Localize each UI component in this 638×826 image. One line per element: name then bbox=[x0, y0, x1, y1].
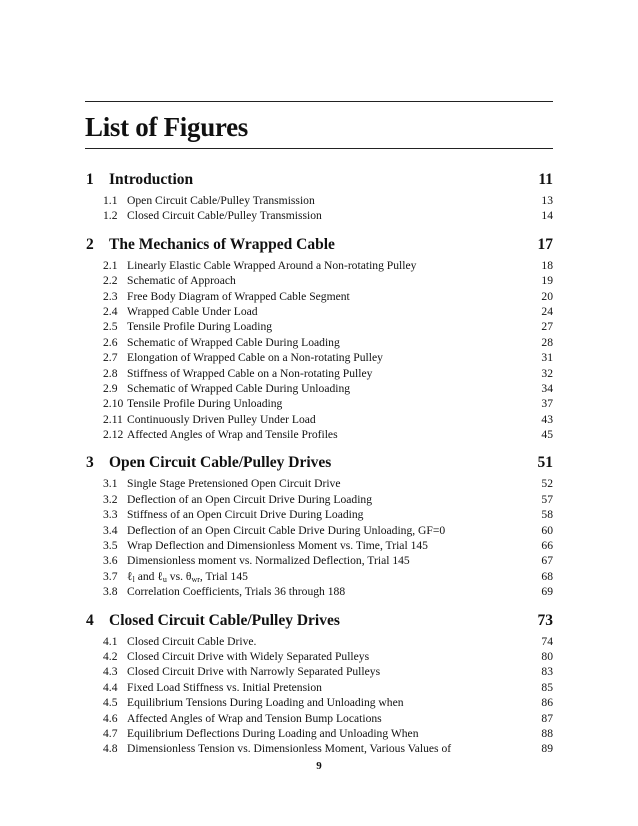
figure-entry[interactable] bbox=[85, 476, 553, 491]
figure-page: 86 bbox=[541, 696, 553, 710]
figure-title: Schematic of Approach bbox=[127, 274, 236, 288]
figure-entry[interactable] bbox=[85, 726, 553, 741]
figure-number: 2.6 bbox=[103, 335, 118, 349]
figure-number: 3.5 bbox=[103, 539, 118, 553]
figure-title: Affected Angles of Wrap and Tension Bump Locations bbox=[127, 711, 382, 725]
figure-entry[interactable] bbox=[85, 427, 553, 442]
figure-page: 14 bbox=[541, 209, 553, 223]
figure-number: 2.8 bbox=[103, 366, 118, 380]
figure-number: 2.2 bbox=[103, 274, 118, 288]
figure-entry[interactable] bbox=[85, 335, 553, 350]
figure-title: Tensile Profile During Unloading bbox=[127, 397, 283, 411]
chapter-page: 51 bbox=[537, 454, 553, 472]
figure-title: Linearly Elastic Cable Wrapped Around a Non-rotating Pulley bbox=[127, 258, 417, 272]
figure-title: Elongation of Wrapped Cable on a Non-rotating Pulley bbox=[127, 351, 383, 365]
figure-page: 43 bbox=[541, 412, 553, 426]
figure-page: 37 bbox=[541, 397, 553, 411]
figure-page: 24 bbox=[541, 304, 553, 318]
figure-title: Closed Circuit Drive with Widely Separated Pulleys bbox=[127, 649, 370, 663]
figure-page: 80 bbox=[541, 649, 553, 663]
chapter-gap bbox=[85, 600, 553, 612]
figure-number: 3.7 bbox=[103, 569, 118, 583]
chapter-section bbox=[85, 236, 553, 455]
chapter-title: Open Circuit Cable/Pulley Drives bbox=[109, 454, 332, 472]
figure-entry[interactable] bbox=[85, 350, 553, 365]
figure-title: Equilibrium Tensions During Loading and Unloading when bbox=[127, 696, 404, 710]
figure-number: 4.2 bbox=[103, 649, 118, 663]
figure-entry[interactable] bbox=[85, 381, 553, 396]
figure-number: 1.2 bbox=[103, 209, 118, 223]
figure-title: Closed Circuit Cable/Pulley Transmission bbox=[127, 209, 322, 223]
figure-number: 4.4 bbox=[103, 680, 118, 694]
figure-entry[interactable] bbox=[85, 711, 553, 726]
figure-page: 31 bbox=[541, 351, 553, 365]
figure-page: 66 bbox=[541, 539, 553, 553]
figure-entry[interactable] bbox=[85, 664, 553, 679]
figure-entry[interactable] bbox=[85, 304, 553, 319]
figure-title: Schematic of Wrapped Cable During Unloading bbox=[127, 381, 351, 395]
figure-page: 89 bbox=[541, 742, 553, 756]
figure-page: 58 bbox=[541, 508, 553, 522]
figure-entry[interactable] bbox=[85, 523, 553, 538]
figure-number: 3.8 bbox=[103, 585, 118, 599]
figure-number: 2.3 bbox=[103, 289, 118, 303]
figure-number: 3.6 bbox=[103, 554, 118, 568]
figure-title: Deflection of an Open Circuit Cable Drive During Unloading, GF=0 bbox=[127, 523, 446, 537]
title-fragment: vs. θ bbox=[166, 569, 192, 583]
chapter-page: 17 bbox=[537, 235, 553, 253]
chapter-title: Introduction bbox=[109, 171, 194, 188]
top-rule bbox=[85, 101, 553, 102]
figure-title: Continuously Driven Pulley Under Load bbox=[127, 412, 316, 426]
figure-page: 13 bbox=[541, 194, 553, 207]
figure-title: Schematic of Wrapped Cable During Loading bbox=[127, 335, 340, 349]
figure-page: 19 bbox=[541, 274, 553, 288]
figure-list bbox=[85, 171, 553, 757]
chapter-section bbox=[85, 171, 553, 236]
chapter-title: The Mechanics of Wrapped Cable bbox=[109, 235, 335, 253]
figure-entry[interactable] bbox=[85, 396, 553, 411]
figure-number: 3.3 bbox=[103, 508, 118, 522]
chapter-gap bbox=[85, 442, 553, 454]
figure-entry[interactable] bbox=[85, 366, 553, 381]
figure-entry[interactable] bbox=[85, 695, 553, 710]
figure-title: Dimensionless moment vs. Normalized Deflection, Trial 145 bbox=[127, 554, 410, 568]
figure-page: 74 bbox=[541, 634, 553, 648]
figure-entry[interactable] bbox=[85, 208, 553, 223]
figure-number: 2.10 bbox=[103, 397, 124, 411]
figure-title: Fixed Load Stiffness vs. Initial Pretension bbox=[127, 680, 322, 694]
title-fragment: and bbox=[134, 569, 158, 583]
figure-entry[interactable] bbox=[85, 634, 553, 649]
title-fragment: ℓ bbox=[127, 569, 133, 583]
figure-entry[interactable] bbox=[85, 412, 553, 427]
figure-page: 27 bbox=[541, 320, 553, 334]
figure-title: Dimensionless Tension vs. Dimensionless Moment, Various Values of bbox=[127, 742, 452, 756]
figure-entry[interactable] bbox=[85, 273, 553, 288]
title-fragment: , Trial 145 bbox=[199, 569, 248, 583]
figure-entry[interactable] bbox=[85, 680, 553, 695]
figure-entry[interactable] bbox=[85, 538, 553, 553]
figure-entry[interactable] bbox=[85, 319, 553, 334]
figure-title: Wrapped Cable Under Load bbox=[127, 304, 258, 318]
figure-title: Tensile Profile During Loading bbox=[127, 320, 273, 334]
figure-entry[interactable] bbox=[85, 289, 553, 304]
chapter-number: 2 bbox=[86, 235, 94, 253]
figure-number: 2.12 bbox=[103, 428, 124, 442]
figure-title: Open Circuit Cable/Pulley Transmission bbox=[127, 194, 315, 207]
chapter-heading[interactable] bbox=[85, 236, 553, 258]
chapter-page: 73 bbox=[537, 611, 553, 629]
chapter-title: Closed Circuit Cable/Pulley Drives bbox=[109, 611, 340, 629]
figure-page: 88 bbox=[541, 726, 553, 740]
subscript-text: l bbox=[132, 574, 135, 584]
figure-number: 2.9 bbox=[103, 381, 118, 395]
figure-number: 4.8 bbox=[103, 742, 118, 756]
figure-title: Closed Circuit Drive with Narrowly Separated Pulleys bbox=[127, 665, 381, 679]
figure-entry[interactable] bbox=[85, 584, 553, 599]
figure-title: Equilibrium Deflections During Loading and Unloading When bbox=[127, 726, 419, 740]
figure-page: 87 bbox=[541, 711, 553, 725]
figure-title: Stiffness of an Open Circuit Drive During Loading bbox=[127, 508, 364, 522]
figure-entry[interactable] bbox=[85, 193, 553, 208]
figure-page: 57 bbox=[541, 492, 553, 506]
figure-page: 68 bbox=[541, 569, 553, 583]
figure-number: 4.6 bbox=[103, 711, 118, 725]
figure-entry[interactable] bbox=[85, 553, 553, 568]
figure-page: 85 bbox=[541, 680, 553, 694]
figure-page: 69 bbox=[541, 585, 553, 599]
figure-number: 4.1 bbox=[103, 634, 118, 648]
chapter-heading[interactable] bbox=[85, 171, 553, 193]
figure-title: Stiffness of Wrapped Cable on a Non-rotating Pulley bbox=[127, 366, 373, 380]
subscript-text: wr bbox=[191, 574, 200, 584]
figure-number: 4.3 bbox=[103, 665, 118, 679]
title-rule bbox=[85, 148, 553, 149]
chapter-gap bbox=[85, 224, 553, 236]
figure-number: 1.1 bbox=[103, 194, 118, 207]
figure-number: 2.7 bbox=[103, 351, 118, 365]
figure-number: 3.4 bbox=[103, 523, 118, 537]
figure-title: Wrap Deflection and Dimensionless Moment vs. Time, Trial 145 bbox=[127, 539, 428, 553]
figure-page: 67 bbox=[541, 554, 553, 568]
figure-number: 3.2 bbox=[103, 492, 118, 506]
figure-number: 2.11 bbox=[103, 412, 123, 426]
figure-entry[interactable] bbox=[85, 741, 553, 756]
figure-number: 2.5 bbox=[103, 320, 118, 334]
page-title: List of Figures bbox=[85, 112, 248, 142]
figure-title: Closed Circuit Cable Drive. bbox=[127, 634, 257, 648]
figure-number: 4.5 bbox=[103, 696, 118, 710]
figure-title: Affected Angles of Wrap and Tensile Profiles bbox=[127, 428, 338, 442]
figure-entry[interactable] bbox=[85, 569, 553, 584]
figure-entry[interactable] bbox=[85, 258, 553, 273]
figure-page: 18 bbox=[541, 258, 553, 272]
title-fragment: ℓ bbox=[157, 569, 163, 583]
chapter-section bbox=[85, 612, 553, 757]
page-number: 9 bbox=[316, 760, 322, 772]
figure-page: 32 bbox=[541, 366, 553, 380]
chapter-heading[interactable] bbox=[85, 454, 553, 476]
figure-page: 83 bbox=[541, 665, 553, 679]
chapter-number: 1 bbox=[86, 171, 94, 188]
figure-title: Single Stage Pretensioned Open Circuit Drive bbox=[127, 477, 341, 491]
chapter-heading[interactable] bbox=[85, 612, 553, 634]
figure-number: 3.1 bbox=[103, 477, 118, 491]
figure-page: 28 bbox=[541, 335, 553, 349]
chapter-number: 3 bbox=[86, 454, 94, 472]
chapter-number: 4 bbox=[86, 611, 94, 629]
figure-page: 52 bbox=[541, 477, 553, 491]
figure-page: 34 bbox=[541, 381, 553, 395]
chapter-section bbox=[85, 454, 553, 611]
subscript-text: u bbox=[162, 574, 167, 584]
figure-number: 2.1 bbox=[103, 258, 118, 272]
figure-page: 45 bbox=[541, 428, 553, 442]
figure-title: Deflection of an Open Circuit Drive During Loading bbox=[127, 492, 373, 506]
figure-number: 2.4 bbox=[103, 304, 118, 318]
figure-entry[interactable] bbox=[85, 507, 553, 522]
figure-entry[interactable] bbox=[85, 492, 553, 507]
figure-page: 60 bbox=[541, 523, 553, 537]
figure-entry[interactable] bbox=[85, 649, 553, 664]
figure-page: 20 bbox=[541, 289, 553, 303]
chapter-page: 11 bbox=[538, 171, 553, 188]
figure-number: 4.7 bbox=[103, 726, 118, 740]
figure-title: Correlation Coefficients, Trials 36 through 188 bbox=[127, 585, 346, 599]
figure-title: Free Body Diagram of Wrapped Cable Segment bbox=[127, 289, 350, 303]
